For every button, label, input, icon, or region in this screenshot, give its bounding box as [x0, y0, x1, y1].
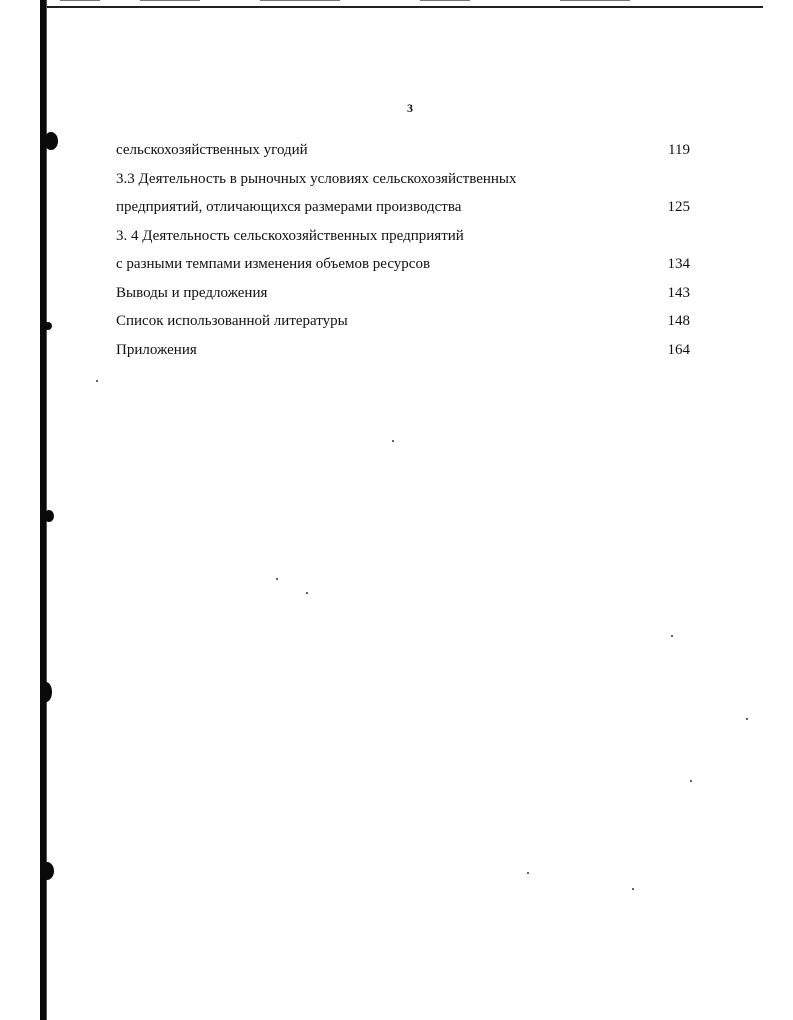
toc-entry-page: 119: [668, 142, 690, 158]
scan-blot: [44, 510, 54, 522]
scan-blot: [44, 132, 58, 150]
toc-entry-title: предприятий, отличающихся размерами производства: [116, 199, 462, 215]
scan-blot: [40, 682, 52, 702]
toc-entry: [116, 199, 690, 228]
scan-speck: [96, 380, 98, 382]
scan-top-dash: [260, 0, 340, 1]
scan-top-edge: [45, 6, 763, 8]
scan-top-dash: [140, 0, 200, 1]
toc-entry-page: 125: [667, 199, 690, 215]
table-of-contents: [116, 142, 690, 370]
scan-speck: [690, 780, 692, 782]
toc-entry-title: Список использованной литературы: [116, 313, 348, 329]
scan-speck: [671, 635, 673, 637]
scan-top-dash: [60, 0, 100, 1]
scan-blot: [40, 862, 54, 880]
toc-entry-title: Выводы и предложения: [116, 284, 268, 301]
toc-entry-title: сельскохозяйственных угодий: [116, 142, 308, 158]
toc-entry: [116, 171, 690, 200]
scan-blot: [44, 322, 52, 330]
toc-entry-page: 164: [667, 341, 690, 358]
toc-entry: [116, 228, 690, 257]
toc-entry-page: 148: [667, 313, 690, 329]
toc-entry: [116, 142, 690, 171]
scan-speck: [746, 718, 748, 720]
toc-entry-page: 134: [667, 256, 690, 272]
toc-entry: [116, 285, 690, 314]
toc-entry-title: 3.3 Деятельность в рыночных условиях сельскохозяйственных: [116, 170, 517, 187]
scan-speck: [632, 888, 634, 890]
scan-top-dash: [420, 0, 470, 1]
scan-speck: [276, 578, 278, 580]
toc-entry: [116, 256, 690, 285]
toc-entry-title: с разными темпами изменения объемов ресурсов: [116, 256, 431, 272]
toc-entry: [116, 313, 690, 342]
toc-entry-page: 143: [667, 284, 690, 301]
scan-speck: [527, 872, 529, 874]
toc-entry-title: Приложения: [116, 341, 197, 358]
scan-speck: [392, 440, 394, 442]
toc-entry-title: 3. 4 Деятельность сельскохозяйственных предприятий: [116, 227, 464, 244]
page-number: 3: [407, 101, 413, 115]
scan-top-dash: [560, 0, 630, 1]
scan-speck: [306, 592, 308, 594]
toc-entry: [116, 342, 690, 371]
